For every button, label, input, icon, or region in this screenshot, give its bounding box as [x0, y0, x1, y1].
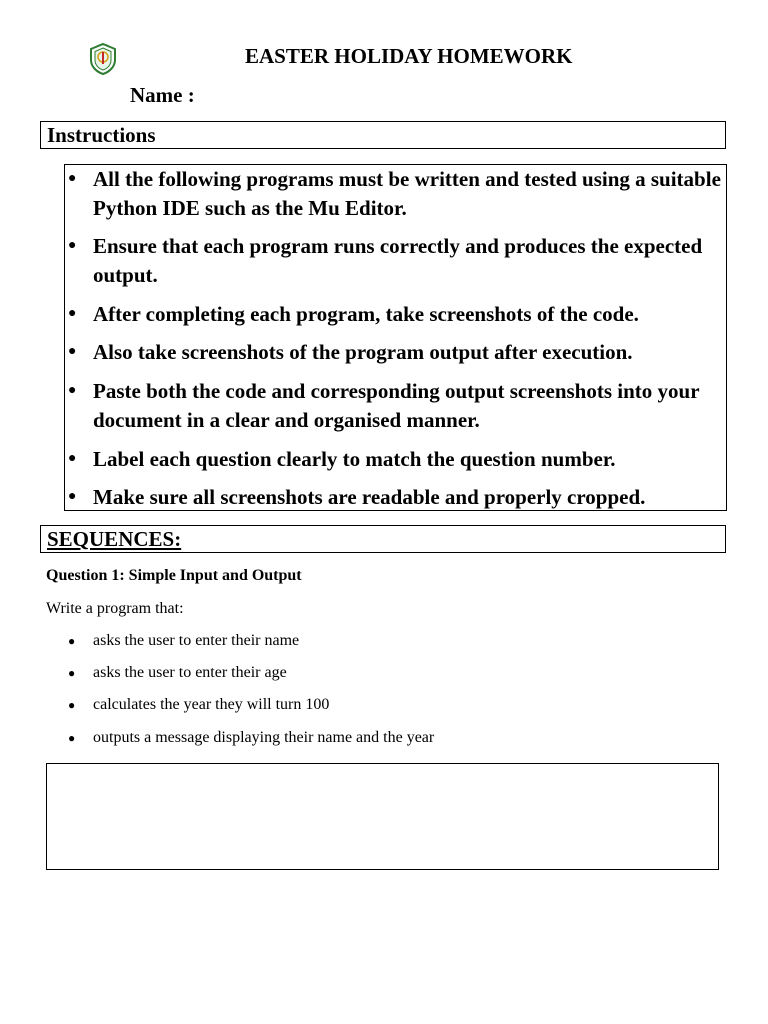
bullet-icon: ● [68, 171, 77, 186]
question-intro: Write a program that: [46, 600, 184, 617]
bullet-icon: ● [68, 451, 77, 466]
bullet-icon: ● [68, 238, 77, 253]
instruction-item [68, 445, 723, 474]
bullet-icon: ● [68, 306, 77, 321]
task-item [68, 663, 287, 683]
instruction-text: After completing each program, take screenshots of the code. [93, 302, 639, 326]
bullet-icon: ● [68, 698, 76, 712]
task-text: outputs a message displaying their name and the year [93, 729, 435, 746]
task-item [68, 631, 300, 651]
instructions-heading: Instructions [47, 123, 156, 147]
name-label: Name : [130, 83, 195, 107]
instructions-heading-box [40, 121, 726, 149]
task-item [68, 728, 435, 748]
instruction-item [68, 483, 723, 512]
instruction-item [68, 165, 723, 222]
instruction-text: Label each question clearly to match the question number. [93, 447, 616, 471]
instruction-item [68, 377, 723, 434]
instruction-text: Ensure that each program runs correctly and produces the expected output. [93, 234, 703, 287]
school-crest-icon [88, 42, 118, 76]
task-text: asks the user to enter their age [93, 664, 287, 681]
bullet-icon: ● [68, 383, 77, 398]
instruction-item [68, 232, 723, 289]
instruction-text: Make sure all screenshots are readable and properly cropped. [93, 485, 646, 509]
question-title: Question 1: Simple Input and Output [46, 567, 302, 584]
bullet-icon: ● [68, 489, 77, 504]
bullet-icon: ● [68, 666, 76, 680]
sequences-heading: SEQUENCES: [47, 527, 182, 551]
instruction-item [68, 338, 723, 367]
bullet-icon: ● [68, 634, 76, 648]
bullet-icon: ● [68, 731, 76, 745]
instruction-text: All the following programs must be written and tested using a suitable Python IDE such as the Mu Editor. [93, 167, 721, 220]
instruction-item [68, 300, 723, 329]
task-item [68, 695, 330, 715]
sequences-heading-box [40, 525, 726, 553]
instruction-text: Also take screenshots of the program output after execution. [93, 340, 633, 364]
answer-box[interactable] [46, 763, 719, 870]
instruction-text: Paste both the code and corresponding output screenshots into your document in a clear and organised manner. [93, 379, 700, 432]
page-title: EASTER HOLIDAY HOMEWORK [245, 44, 573, 68]
task-text: asks the user to enter their name [93, 632, 300, 649]
bullet-icon: ● [68, 344, 77, 359]
instructions-box [64, 164, 727, 511]
task-text: calculates the year they will turn 100 [93, 696, 330, 713]
